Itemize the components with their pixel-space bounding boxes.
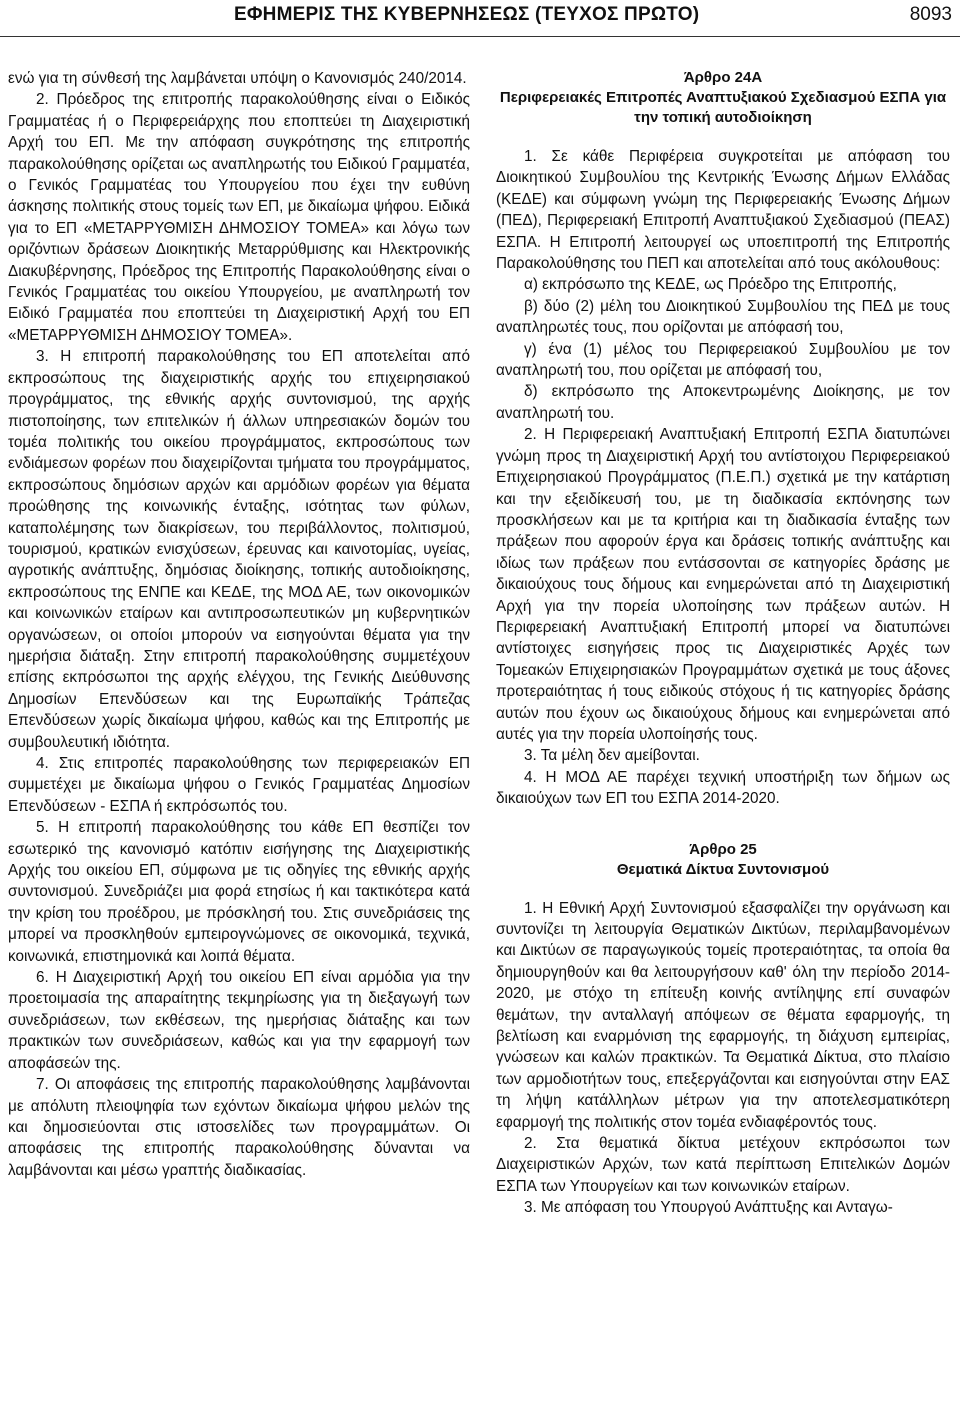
- paragraph: 1. Σε κάθε Περιφέρεια συγκροτείται με απόφαση του Διοικητικού Συμβουλίου της Κεντρικής Ένωσης Δήμων Ελλάδας (ΚΕΔΕ) και σύμφωνη γνώμη της Περιφερειακής Ένωσης Δήμων (ΠΕΔ), Περιφερειακή Επιτροπή Αναπτυξιακού Σχεδιασμού (ΠΕΑΣ) ΕΣΠΑ. Η Επιτροπή λειτουργεί ως υποεπιτροπή της Επιτροπής Παρακολούθησης του ΠΕΠ και αποτελείται από τους ακόλουθους:: [496, 148, 950, 273]
- right-column: [496, 68, 950, 1219]
- paragraph: 1. Η Εθνική Αρχή Συντονισμού εξασφαλίζει την οργάνωση και συντονίζει τη λειτουργία Θεματικών Δικτύων, περιλαμβανομένων και Δικτύων σε παραγωγικούς τομείς προτεραιότητας, τα οποία θα δημιουργηθούν και θα λειτουργήσουν καθ' όλη την περίοδο 2014-2020, με στόχο τη επίτευξη κοινής αντίληψης επί συναφών θεμάτων, την ανταλλαγή απόψεων σε θέματα εφαρμογής, τη βελτίωση και εναρμόνιση της εφαρμογής, τη διάχυση εμπειρίας, γνώσεων και καλών πρακτικών. Τα Θεματικά Δίκτυα, στο πλαίσιο των αρμοδιοτήτων τους, επεξεργάζονται και εισηγούνται στην ΕΑΣ τη λήψη κατάλληλων μέτρων για την αποτελεσματικότερη εφαρμογή της πολιτικής στον τομέα ενδιαφέροντός τους.: [496, 899, 950, 1131]
- gazette-title: ΕΦΗΜΕΡΙΣ ΤΗΣ ΚΥΒΕΡΝΗΣΕΩΣ (ΤΕΥΧΟΣ ΠΡΩΤΟ): [234, 4, 700, 25]
- paragraph: 4. Στις επιτροπές παρακολούθησης των περιφερειακών ΕΠ συμμετέχει με δικαίωμα ψήφου ο Γενικός Γραμματέας Δημοσίων Επενδύσεων - ΕΣΠΑ ή εκπρόσωπός του.: [8, 755, 470, 815]
- list-item: α) εκπρόσωπο της ΚΕΔΕ, ως Πρόεδρο της Επιτροπής,: [524, 276, 897, 294]
- spacer: [496, 128, 950, 146]
- paragraph: 4. Η ΜΟΔ ΑΕ παρέχει τεχνική υποστήριξη των δήμων ως δικαιούχων των ΕΠ του ΕΣΠΑ 2014-2020.: [496, 768, 950, 808]
- paragraph: 2. Η Περιφερειακή Αναπτυξιακή Επιτροπή ΕΣΠΑ διατυπώνει γνώμη προς τη Διαχειριστική Αρχή του αντίστοιχου Περιφερειακού Επιχειρησιακού Προγράμματος (Π.Ε.Π.) σχετικά με την κατάρτιση και την εξειδίκευσή του, με τη διαδικασία εκπόνησης των προσκλήσεων και με τα κριτήρια και τη διαδικασία ένταξης των πράξεων που αφορούν έργα και δράσεις τοπικής ανάπτυξης και ιδίως των πράξεων που εντάσσονται σε κατηγορίες δράσης με δικαιούχους τους δήμους και ενημερώνεται από τη Διαχειριστική Αρχή για την πορεία υλοποίησης των πράξεων αυτών. Η Περιφερειακή Αναπτυξιακή Επιτροπή μπορεί να διατυπώνει αντίστοιχες εισηγήσεις προς τις Διαχειριστικές Αρχές των Τομεακών Επιχειρησιακών Προγραμμάτων σχετικά με τους άξονες προτεραιότητας ή τους ειδικούς στόχους ή τις κατηγορίες δράσης αυτών που έχουν ως δικαιούχους δήμους και ενημερώνεται από αυτές για την πορεία υλοποίησής τους.: [496, 426, 950, 743]
- left-column: [8, 68, 470, 1181]
- paragraph: 6. Η Διαχειριστική Αρχή του οικείου ΕΠ είναι αρμόδια για την προετοιμασία της απαραίτητης τεκμηρίωσης για τη διεξαγωγή των συνεδριάσεων, των εκθέσεων, της ημερήσιας διάταξης και των πρακτικών των συνεδριάσεων, καθώς και για την εφαρμογή των αποφάσεών της.: [8, 969, 470, 1072]
- paragraph: ενώ για τη σύνθεσή της λαμβάνεται υπόψη ο Κανονισμός 240/2014.: [8, 70, 467, 87]
- page-number: 8093: [909, 4, 952, 25]
- article-24a-subheading: Περιφερειακές Επιτροπές Αναπτυξιακού Σχεδιασμού ΕΣΠΑ για την τοπική αυτοδιοίκηση: [499, 89, 947, 126]
- list-item: β) δύο (2) μέλη του Διοικητικού Συμβουλίου της ΠΕΔ με τους αναπληρωτές τους, που ορίζονται με απόφασή του,: [496, 297, 950, 337]
- paragraph: 3. Με απόφαση του Υπουργού Ανάπτυξης και Ανταγω-: [524, 1199, 893, 1217]
- paragraph: 5. Η επιτροπή παρακολούθησης του κάθε ΕΠ θεσπίζει τον εσωτερικό της κανονισμό κατόπιν εισήγησης της Διαχειριστικής Αρχής του οικείου ΕΠ, σύμφωνα με τις οδηγίες της εθνικής αρχής συντονισμού. Συνεδριάζει μια φορά ετησίως ή και τακτικότερα κατά την κρίση του προέδρου, με πρόσκλησή του. Στις συνεδριάσεις της μπορεί να προσκληθούν εμπειρογνώμονες σε οικονομικά, τεχνικά, κοινωνικά, επιστημονικά και λοιπά θέματα.: [8, 819, 470, 965]
- spacer: [496, 880, 950, 898]
- page-header: [0, 0, 960, 40]
- list-item: γ) ένα (1) μέλος του Περιφερειακού Συμβουλίου με τον αναπληρωτή του, που ορίζεται με απόφασή του,: [496, 340, 950, 380]
- paragraph: 3. Η επιτροπή παρακολούθησης του ΕΠ αποτελείται από εκπροσώπους της διαχειριστικής αρχής του επιχειρησιακού προγράμματος, της εθνικής αρχής συντονισμού, της αρχής πιστοποίησης, των επιτελικών ή άλλων υπηρεσιακών δομών του τομέα πολιτικής του οικείου προγράμματος, εκπροσώπους των ενδιάμεσων φορέων που διαχειρίζονται τμήματα του προγράμματος, εκπροσώπους δημόσιων αρχών και αρμόδιων φορέων για θέματα προώθησης της κοινωνικής ένταξης, ισότητας των φύλων, καταπολέμησης των διακρίσεων, του περιβάλλοντος, πολιτισμού, τουρισμού, κρατικών ενισχύσεων, έρευνας και καινοτομίας, υγείας, αγροτικής ανάπτυξης, δημόσιας διοίκησης, τοπικής αυτοδιοίκησης, εκπροσώπους της ΕΝΠΕ και ΚΕΔΕ, της ΜΟΔ ΑΕ, των οικονομικών και κοινωνικών εταίρων και αντιπροσωπευτικών μη κυβερνητικών οργανώσεων, οι οποίοι μπορούν να εισηγούνται θέματα για την ημερήσια διάταξη. Στην επιτροπή παρακολούθησης συμμετέχουν επίσης εκπρόσωποι της αρχής ελέγχου, της Γενικής Διεύθυνσης Δημοσίων Επενδύσεων και της Ευρωπαϊκής Τράπεζας Επενδύσεων χωρίς δικαίωμα ψήφου, καθώς και της Επιτροπής με συμβουλευτική ιδιότητα.: [8, 348, 470, 751]
- paragraph: 3. Τα μέλη δεν αμείβονται.: [524, 747, 700, 765]
- article-25-subheading: Θεματικά Δίκτυα Συντονισμού: [616, 860, 830, 878]
- spacer: [496, 810, 950, 840]
- paragraph: 2. Πρόεδρος της επιτροπής παρακολούθησης είναι ο Ειδικός Γραμματέας ή ο Περιφερειάρχης που εποπτεύει τη Διαχειριστική Αρχή του ΕΠ. Με την απόφαση συγκρότησης της επιτροπής παρακολούθησης ορίζεται ως αναπληρωτής του Ειδικού Γραμματέα, ο Γενικός Γραμματέας του Υπουργείου που έχει την ευθύνη άσκησης πολιτικής στους τομείς των ΕΠ, με δικαίωμα ψήφου. Ειδικά για το ΕΠ «ΜΕΤΑΡΡΥΘΜΙΣΗ ΔΗΜΟΣΙΟΥ ΤΟΜΕΑ» και λόγω των οριζόντιων δράσεων Διοικητικής Μεταρρύθμισης και Ηλεκτρονικής Διακυβέρνησης, Πρόεδρος της Επιτροπής Παρακολούθησης είναι ο Γενικός Γραμματέας του οικείου Υπουργείου, με αναπληρωτή τον Ειδικό Γραμματέα που εποπτεύει τη Διαχειριστική Αρχή του ΕΠ «ΜΕΤΑΡΡΥΘΜΙΣΗ ΔΗΜΟΣΙΟΥ ΤΟΜΕΑ».: [8, 91, 470, 344]
- article-24a-heading: Άρθρο 24Α: [683, 69, 763, 86]
- list-item: δ) εκπρόσωπο της Αποκεντρωμένης Διοίκησης, με τον αναπληρωτή του.: [496, 383, 950, 422]
- paragraph: 2. Στα θεματικά δίκτυα μετέχουν εκπρόσωποι των Διαχειριστικών Αρχών, των κατά περίπτωση Επιτελικών Δομών ΕΣΠΑ των Υπουργείων και των κοινωνικών εταίρων.: [496, 1135, 950, 1195]
- header-rule: [0, 36, 960, 37]
- paragraph: 7. Οι αποφάσεις της επιτροπής παρακολούθησης λαμβάνονται με απόλυτη πλειοψηφία των εχόντων δικαίωμα ψήφου μελών της και δημοσιεύονται στις ιστοσελίδες των προγραμμάτων. Οι αποφάσεις της επιτροπής παρακολούθησης δύνανται να λαμβάνονται και μέσω γραπτής διαδικασίας.: [8, 1076, 470, 1179]
- article-25-heading: Άρθρο 25: [689, 840, 757, 858]
